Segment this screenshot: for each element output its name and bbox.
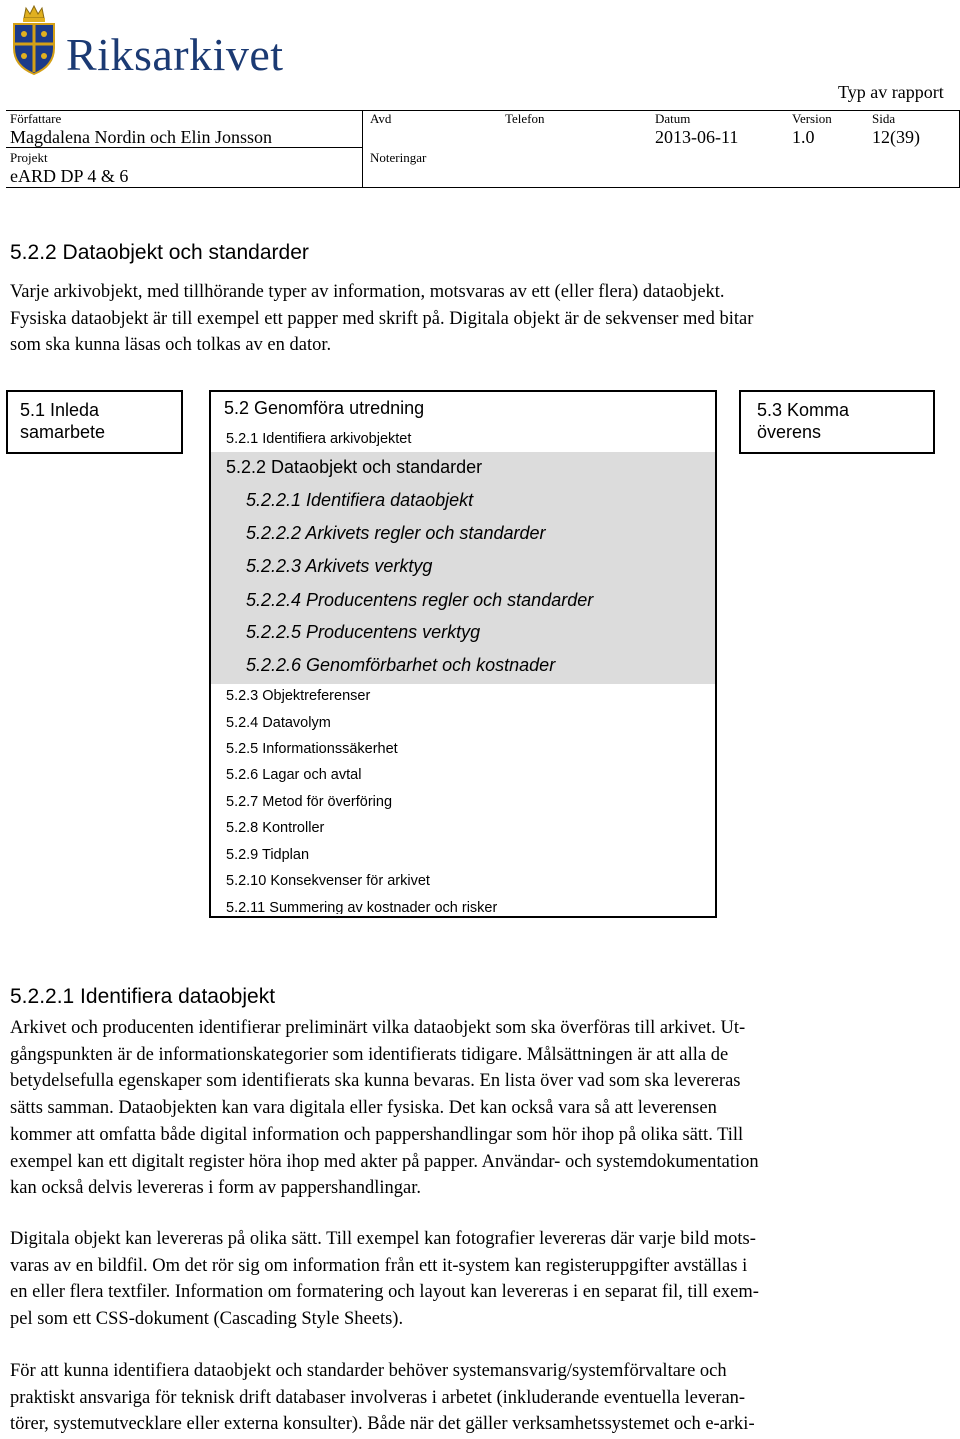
- paragraph-line: Arkivet och producenten identifierar preliminärt vilka dataobjekt som ska överföras till arkivet. Ut-: [10, 1018, 746, 1038]
- paragraph: [10, 1226, 950, 1333]
- sida-label: Sida: [872, 111, 896, 126]
- box-label-line: 5.3 Komma: [757, 400, 850, 420]
- paragraph: [10, 1015, 950, 1202]
- diagram-item: 5.2.3 Objektreferenser: [226, 688, 371, 704]
- paragraph-line: betydelsefulla egenskaper som identifierats ska kunna bevaras. En lista över vad som ska levereras: [10, 1071, 741, 1092]
- projekt-label: Projekt: [10, 150, 48, 165]
- section-heading: 5.2.2 Dataobjekt och standarder: [10, 241, 309, 264]
- diagram-item: 5.2.11 Summering av kostnader och risker: [226, 900, 498, 914]
- paragraph-line: som ska kunna läsas och tolkas av en dator.: [10, 335, 332, 356]
- diagram-subitem: 5.2.2.5 Producentens verktyg: [246, 622, 481, 642]
- box-label-line: överens: [757, 422, 822, 442]
- diagram-item: 5.2.4 Datavolym: [226, 715, 331, 731]
- version-value: 1.0: [792, 127, 815, 147]
- paragraph-line: Varje arkivobjekt, med tillhörande typer av information, motsvaras av ett (eller flera) dataobjekt.: [10, 282, 725, 302]
- paragraph-line: Digitala objekt kan levereras på olika sätt. Till exempel kan fotografier levereras där varje bild mots-: [10, 1229, 756, 1249]
- box-label-line: 5.1 Inleda: [20, 400, 100, 420]
- paragraph-line: Fysiska dataobjekt är till exempel ett papper med skrift på. Digitala objekt är de sekvenser med bitar: [10, 308, 754, 329]
- diagram-subitem: 5.2.2.6 Genomförbarhet och kostnader: [246, 655, 556, 675]
- document-type: Typ av rapport: [838, 82, 944, 102]
- diagram-item: 5.2.8 Kontroller: [226, 820, 325, 836]
- subsection-heading: 5.2.2.1 Identifiera dataobjekt: [10, 985, 276, 1008]
- avd-label: Avd: [370, 111, 392, 126]
- paragraph-line: kommer att omfatta både digital information och pappershandlingar som hör ihop på olika sätt. Till: [10, 1124, 744, 1145]
- diagram-item-5-2-2: 5.2.2 Dataobjekt och standarder: [226, 457, 483, 477]
- header-table: [6, 110, 960, 188]
- logo-text: Riksarkivet: [66, 29, 284, 80]
- paragraph-line: kan också delvis levereras i form av pappershandlingar.: [10, 1178, 421, 1199]
- noteringar-label: Noteringar: [370, 150, 427, 165]
- box-inleda-samarbete: [6, 390, 183, 454]
- diagram-item: 5.2.5 Informationssäkerhet: [226, 741, 398, 757]
- diagram-subitem: 5.2.2.3 Arkivets verktyg: [246, 556, 433, 576]
- paragraph-line: gångspunkten är de informationskategorier som identifierats tidigare. Målsättningen är att alla de: [10, 1044, 729, 1065]
- box-komma-overens: [739, 390, 935, 454]
- paragraph-line: exempel kan ett digitalt register höra ihop med akter på papper. Användar- och systemdokumentation: [10, 1151, 759, 1172]
- paragraph-line: sätts samman. Dataobjekten kan vara digitala eller fysiska. Det kan också vara så att leverensen: [10, 1098, 717, 1119]
- paragraph-line: För att kunna identifiera dataobjekt och standarder behöver systemansvarig/systemförvaltare och: [10, 1361, 727, 1381]
- diagram-item: 5.2.9 Tidplan: [226, 847, 310, 863]
- diagram-subitem: 5.2.2.2 Arkivets regler och standarder: [246, 523, 546, 543]
- diagram-item-5-2-1: 5.2.1 Identifiera arkivobjektet: [226, 431, 412, 447]
- author-value: Magdalena Nordin och Elin Jonsson: [10, 127, 272, 147]
- paragraph-line: pel som ett CSS-dokument (Cascading Style Sheets).: [10, 1309, 404, 1330]
- version-label: Version: [792, 111, 832, 126]
- paragraph: [10, 1358, 950, 1438]
- diagram-item: 5.2.6 Lagar och avtal: [226, 767, 362, 783]
- paragraph-line: praktiskt ansvariga för teknisk drift databaser involveras i arbetet (inkluderande eventuella leveran-: [10, 1387, 746, 1408]
- telefon-label: Telefon: [505, 111, 545, 126]
- diagram-main-title: 5.2 Genomföra utredning: [224, 398, 425, 418]
- diagram-subitem: 5.2.2.4 Producentens regler och standarder: [246, 590, 594, 610]
- datum-value: 2013-06-11: [655, 127, 739, 147]
- coat-of-arms-logo: [10, 4, 58, 76]
- section-paragraph: [10, 279, 950, 359]
- paragraph-line: varas av en bildfil. Om det rör sig om information från ett it-system kan registeruppgifter avställas i: [10, 1255, 748, 1276]
- diagram-item: 5.2.7 Metod för överföring: [226, 794, 393, 810]
- datum-label: Datum: [655, 111, 691, 126]
- author-label: Författare: [10, 111, 62, 126]
- paragraph-line: törer, systemutvecklare eller externa konsulter). Både när det gäller verksamhetssystemet och e-arki-: [10, 1414, 755, 1435]
- sida-value: 12(39): [872, 127, 920, 147]
- paragraph-line: en eller flera textfiler. Information om formatering och layout kan levereras i en separat fil, till exem-: [10, 1282, 759, 1303]
- diagram-subitem: 5.2.2.1 Identifiera dataobjekt: [246, 490, 474, 510]
- box-label-line: samarbete: [20, 422, 106, 442]
- projekt-value: eARD DP 4 & 6: [10, 166, 129, 186]
- diagram-item: 5.2.10 Konsekvenser för arkivet: [226, 873, 430, 889]
